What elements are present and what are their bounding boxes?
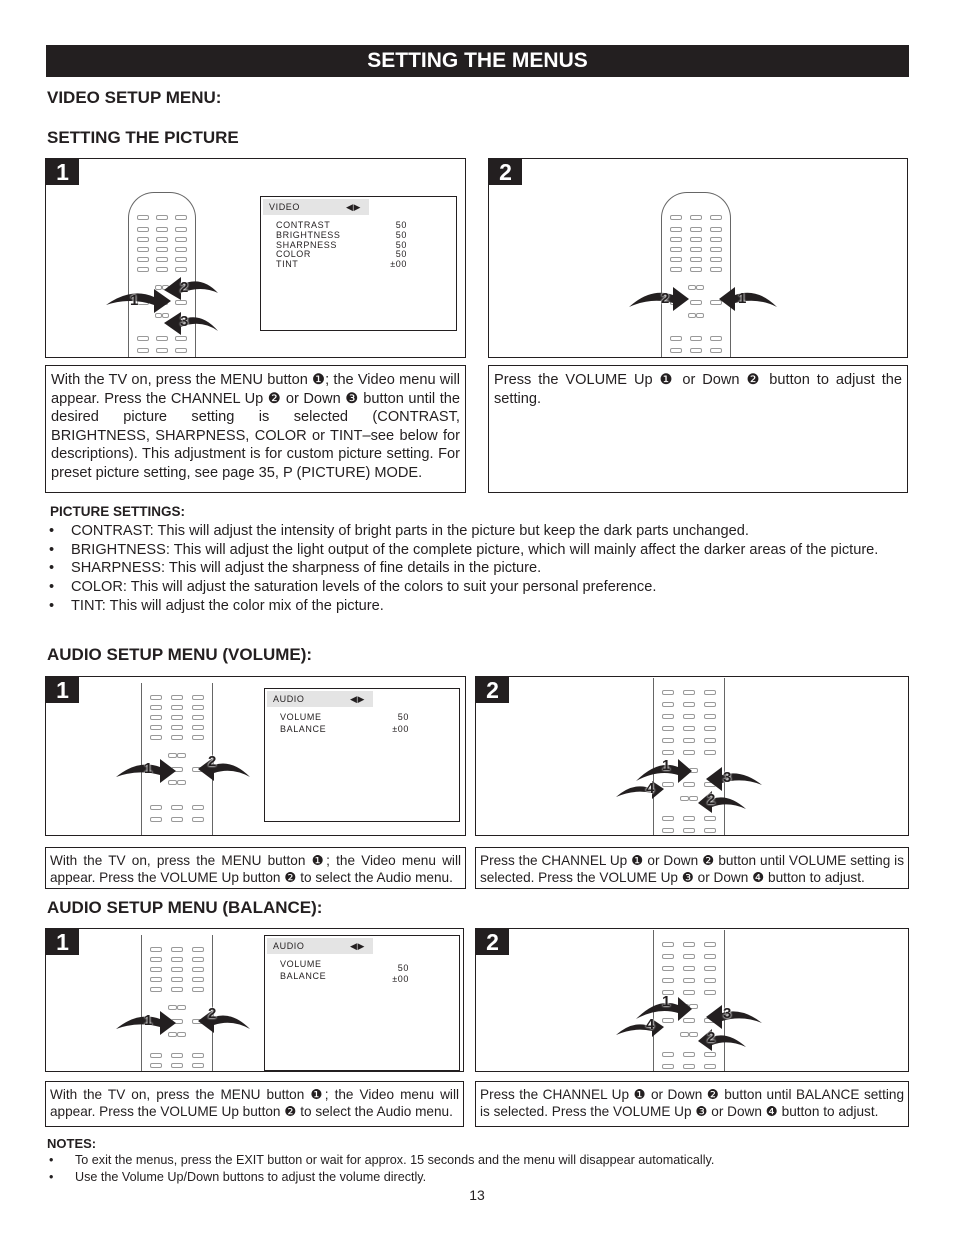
arrow-overlay — [476, 677, 909, 836]
notes-heading: NOTES: — [47, 1136, 97, 1151]
osd-row-value: 50 — [395, 239, 407, 250]
arrow-label-2: 2 — [707, 791, 716, 808]
arrow-label-3: 3 — [723, 1005, 732, 1022]
arrow-label-1: 1 — [738, 290, 747, 307]
step-number: 2 — [476, 677, 509, 703]
step-number: 2 — [476, 929, 509, 955]
audio-osd-menu — [264, 688, 460, 822]
arrow-label-1: 1 — [130, 292, 139, 309]
arrow-label-1: 1 — [144, 1012, 153, 1029]
list-item: • CONTRAST: This will adjust the intensity of bright parts in the picture but keep the dark parts unchanged. — [47, 522, 909, 541]
arrow-2-icon — [164, 277, 218, 300]
arrow-3-icon — [706, 767, 762, 791]
osd-row-label: COLOR — [276, 249, 312, 260]
volume-step1-instructions: With the TV on, press the MENU button ❶; the Video menu will appear. Press the VOLUME Up button ❷ to select the Audio menu. — [45, 847, 466, 889]
arrow-label-2: 2 — [180, 279, 189, 296]
arrow-3-icon — [164, 312, 218, 335]
osd-row-value: ±00 — [392, 724, 409, 734]
osd-row-value: 50 — [397, 712, 409, 722]
arrow-2-icon — [698, 1029, 746, 1051]
volume-step2-panel — [475, 676, 909, 836]
osd-title-bar — [267, 938, 373, 954]
page-number: 13 — [469, 1187, 485, 1203]
arrow-label-3: 3 — [723, 769, 732, 786]
balance-step2-instructions: Press the CHANNEL Up ❶ or Down ❷ button until BALANCE setting is selected. Press the VOLUME Up ❸ or Down ❹ button to adjust. — [475, 1081, 909, 1127]
video-step1-instructions: With the TV on, press the MENU button ❶; the Video menu will appear. Press the CHANNEL Up ❷ or Down ❸ button until the desired picture setting is selected (CONTRAST, BRIGHTNESS, SHARPNESS, COLOR or TINT–see below for descriptions). This adjustment is for custom picture setting. For preset picture setting, see page 35, P (PICTURE) MODE. — [45, 365, 466, 493]
arrow-label-4: 4 — [646, 780, 655, 797]
volume-step2-instructions: Press the CHANNEL Up ❶ or Down ❷ button until VOLUME setting is selected. Press the VOLUME Up ❸ or Down ❹ button to adjust. — [475, 847, 909, 889]
osd-rows — [280, 711, 326, 735]
picture-settings-list — [47, 522, 909, 616]
audio-osd-menu — [264, 935, 460, 1071]
arrow-4-icon — [616, 1019, 664, 1037]
arrow-label-2: 2 — [208, 753, 217, 770]
osd-rows — [280, 958, 326, 982]
left-right-arrows-icon: ◀▶ — [349, 694, 365, 704]
balance-step1-panel — [45, 928, 464, 1072]
step-number: 2 — [489, 159, 522, 185]
balance-step2-panel — [475, 928, 909, 1072]
video-setup-heading: VIDEO SETUP MENU: — [47, 88, 222, 107]
video-step2-instructions: Press the VOLUME Up ❶ or Down ❷ button to adjust the setting. — [488, 365, 908, 493]
osd-row-label: CONTRAST — [276, 220, 331, 230]
osd-row-label: VOLUME — [280, 959, 322, 969]
osd-title: VIDEO — [269, 202, 301, 212]
arrow-label-4: 4 — [646, 1016, 655, 1033]
picture-settings-section — [47, 503, 909, 616]
osd-row-label: BRIGHTNESS — [276, 229, 341, 240]
left-right-arrows-icon: ◀▶ — [349, 941, 365, 951]
osd-row-value: 50 — [395, 249, 407, 260]
arrow-label-1: 1 — [144, 760, 153, 777]
list-item: • TINT: This will adjust the color mix of the picture. — [47, 597, 909, 616]
setting-picture-heading: SETTING THE PICTURE — [47, 128, 239, 147]
osd-row-value: ±00 — [390, 259, 407, 270]
osd-title: AUDIO — [273, 941, 305, 951]
arrow-label-2: 2 — [707, 1029, 716, 1046]
left-right-arrows-icon: ◀▶ — [345, 202, 361, 212]
osd-row-label: SHARPNESS — [276, 239, 337, 250]
balance-step1-instructions: With the TV on, press the MENU button ❶; the Video menu will appear. Press the VOLUME Up button ❷ to select the Audio menu. — [45, 1081, 464, 1127]
osd-row-label: TINT — [276, 259, 299, 270]
list-item: • To exit the menus, press the EXIT button or wait for approx. 15 seconds and the menu will disappear automatically. — [47, 1152, 909, 1169]
osd-row-value: 50 — [395, 220, 407, 230]
osd-values — [392, 963, 409, 985]
osd-row-label: VOLUME — [280, 712, 322, 722]
list-item: • SHARPNESS: This will adjust the sharpness of fine details in the picture. — [47, 559, 909, 578]
arrow-label-1: 1 — [662, 993, 671, 1010]
notes-section — [47, 1135, 909, 1186]
arrow-2-icon — [198, 1009, 250, 1033]
arrow-4-icon — [616, 781, 664, 799]
audio-volume-heading: AUDIO SETUP MENU (VOLUME): — [47, 645, 313, 664]
osd-row-value: 50 — [397, 963, 409, 973]
step-number: 1 — [46, 677, 79, 703]
step-number: 1 — [46, 159, 79, 185]
arrow-2-icon — [198, 757, 250, 781]
osd-values — [392, 711, 409, 735]
arrow-label-2: 2 — [208, 1005, 217, 1022]
arrow-label-2: 2 — [661, 290, 670, 307]
picture-settings-heading: PICTURE SETTINGS: — [50, 504, 186, 519]
notes-list — [47, 1152, 909, 1186]
arrow-overlay — [476, 929, 909, 1072]
arrow-2-icon — [698, 791, 746, 813]
video-osd-menu — [260, 196, 457, 331]
osd-values — [390, 221, 407, 270]
page-banner: SETTING THE MENUS — [46, 45, 909, 77]
list-item: • COLOR: This will adjust the saturation levels of the colors to suit your personal preference. — [47, 578, 909, 597]
osd-row-label: BALANCE — [280, 971, 327, 981]
audio-balance-heading: AUDIO SETUP MENU (BALANCE): — [47, 898, 323, 917]
arrow-label-1: 1 — [662, 757, 671, 774]
arrow-1-icon — [719, 287, 777, 311]
osd-title-bar — [263, 199, 369, 215]
arrow-overlay — [489, 159, 908, 358]
osd-row-label: BALANCE — [280, 724, 327, 734]
arrow-2-icon — [629, 287, 689, 311]
osd-title: AUDIO — [273, 694, 305, 704]
step-number: 1 — [46, 929, 79, 955]
list-item: • BRIGHTNESS: This will adjust the light output of the complete picture, which will mainly affect the darker areas of the picture. — [47, 541, 909, 560]
osd-title-bar — [267, 691, 373, 707]
arrow-3-icon — [706, 1005, 762, 1029]
osd-row-value: 50 — [395, 229, 407, 240]
osd-rows — [276, 221, 341, 270]
video-step2-panel — [488, 158, 908, 358]
list-item: • Use the Volume Up/Down buttons to adjust the volume directly. — [47, 1169, 909, 1186]
arrow-label-3: 3 — [180, 313, 189, 330]
volume-step1-panel — [45, 676, 466, 836]
video-step1-panel — [45, 158, 466, 358]
osd-row-value: ±00 — [392, 974, 409, 984]
arrow-1-icon — [106, 289, 171, 313]
